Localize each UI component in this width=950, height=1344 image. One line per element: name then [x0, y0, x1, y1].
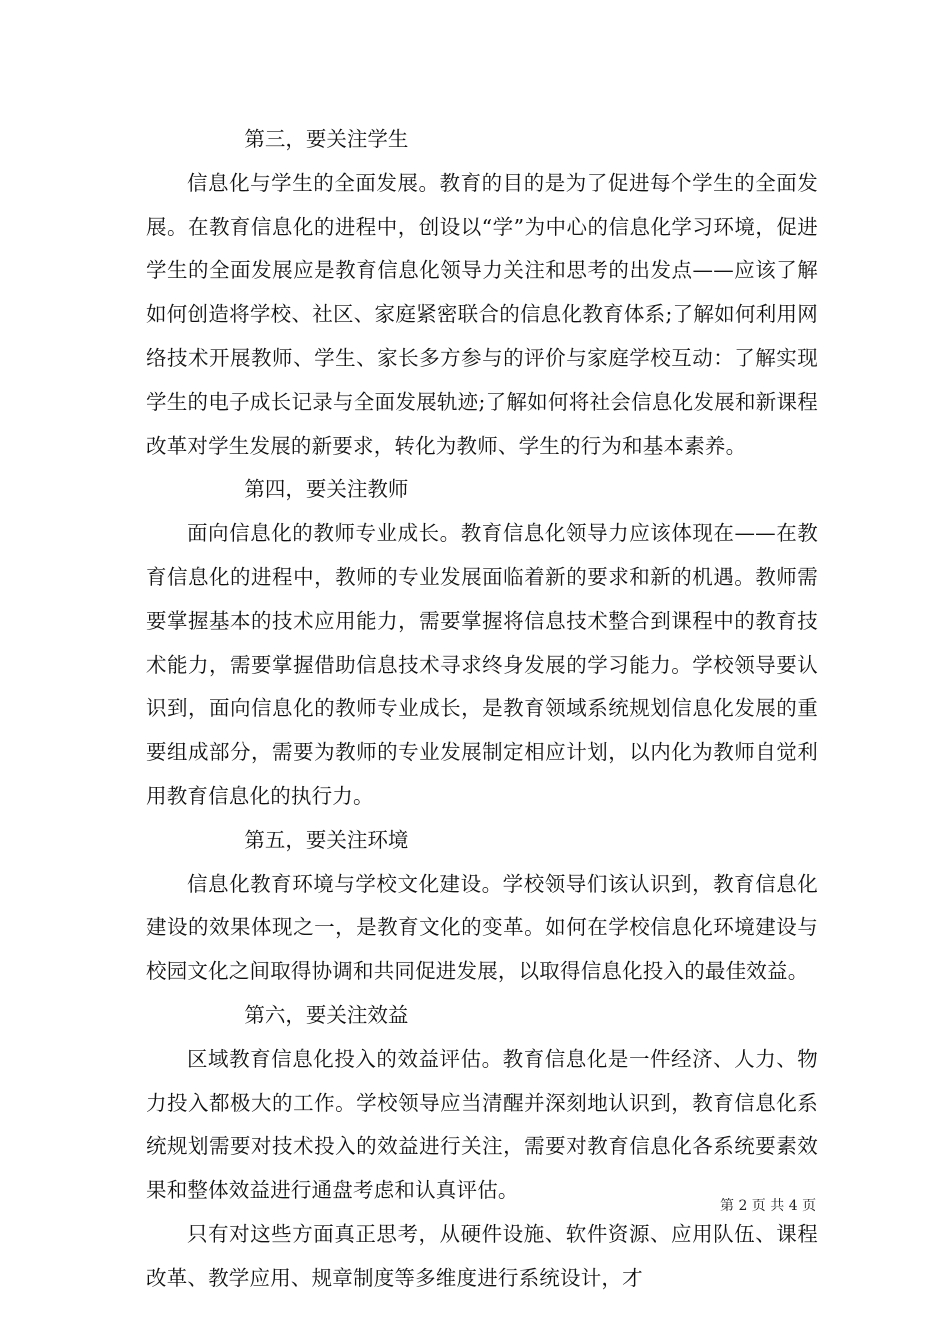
- section-body-environment: 信息化教育环境与学校文化建设。学校领导们该认识到，教育信息化建设的效果体现之一，是教育文化的变革。如何在学校信息化环境建设与校园文化之间取得协调和共同促进发展，以取得信息化投入的最佳效益。: [146, 871, 818, 984]
- closing-paragraph: 只有对这些方面真正思考，从硬件设施、软件资源、应用队伍、课程改革、教学应用、规章制度等多维度进行系统设计，才: [146, 1221, 818, 1290]
- section-body-students: 信息化与学生的全面发展。教育的目的是为了促进每个学生的全面发展。在教育信息化的进程中，创设以“学”为中心的信息化学习环境，促进学生的全面发展应是教育信息化领导力关注和思考的出发点——应该了解如何创造将学校、社区、家庭紧密联合的信息化教育体系;了解如何利用网络技术开展教师、学生、家长多方参与的评价与家庭学校互动：了解实现学生的电子成长记录与全面发展轨迹;了解如何将社会信息化发展和新课程改革对学生发展的新要求，转化为教师、学生的行为和基本素养。: [146, 170, 818, 458]
- page-number-footer: 第 2 页 共 4 页: [720, 1198, 817, 1214]
- document-body: [146, 118, 818, 1301]
- section-heading-benefits: 第六，要关注效益: [244, 1002, 409, 1027]
- section-heading-students: 第三，要关注学生: [244, 127, 409, 151]
- section-body-teachers: 面向信息化的教师专业成长。教育信息化领导力应该体现在——在教育信息化的进程中，教师的专业发展面临着新的要求和新的机遇。教师需要掌握基本的技术应用能力，需要掌握将信息技术整合到课程中的教育技术能力，需要掌握借助信息技术寻求终身发展的学习能力。学校领导要认识到，面向信息化的教师专业成长，是教育领域系统规划信息化发展的重要组成部分，需要为教师的专业发展制定相应计划，以内化为教师自觉利用教育信息化的执行力。: [146, 521, 818, 808]
- section-body-benefits: 区域教育信息化投入的效益评估。教育信息化是一件经济、人力、物力投入都极大的工作。学校领导应当清醒并深刻地认识到，教育信息化系统规划需要对技术投入的效益进行关注，需要对教育信息化各系统要素效果和整体效益进行通盘考虑和认真评估。: [146, 1046, 818, 1203]
- section-heading-environment: 第五，要关注环境: [244, 827, 409, 852]
- section-heading-teachers: 第四，要关注教师: [244, 477, 409, 502]
